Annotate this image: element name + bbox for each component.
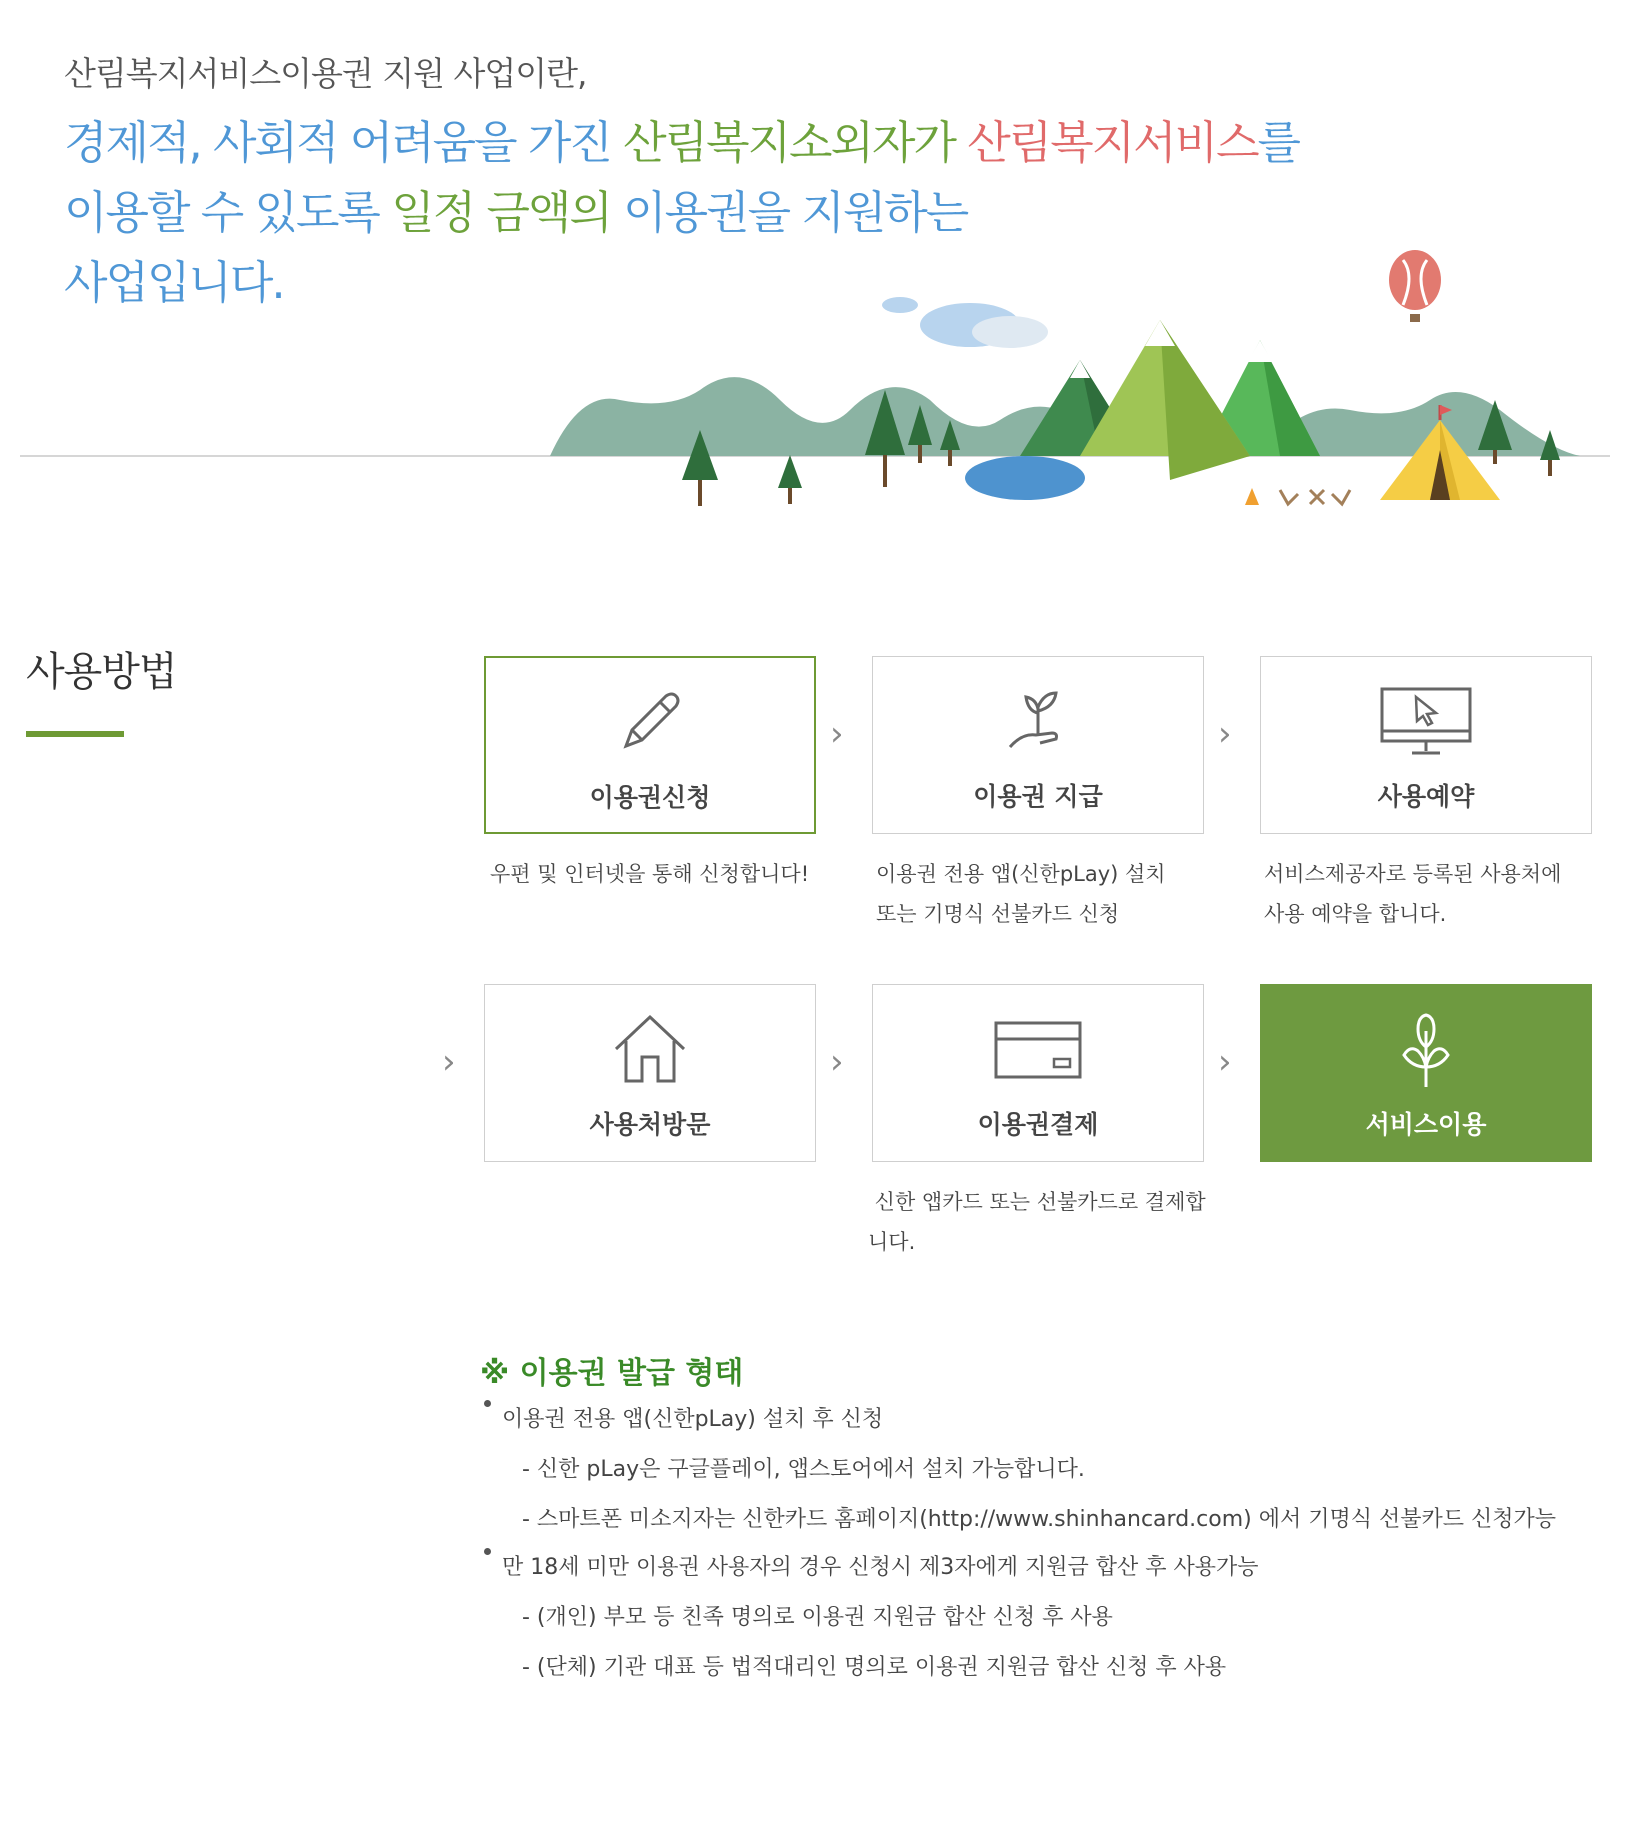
intro-line-1-part-c: 산림복지서비스 bbox=[967, 116, 1258, 169]
intro-line-2 bbox=[64, 178, 1299, 248]
step-desc-line: 서비스제공자로 등록된 사용처에 bbox=[1264, 862, 1562, 886]
intro-line-1-part-a: 경제적, 사회적 어려움을 가진 bbox=[64, 116, 624, 169]
step-card-apply[interactable] bbox=[484, 656, 816, 834]
forest-landscape-illustration bbox=[20, 250, 1610, 550]
issuance-type-title: ※ 이용권 발급 형태 bbox=[480, 1356, 744, 1391]
section-title-underline bbox=[26, 731, 124, 737]
notice-bullet-2 bbox=[484, 1550, 1258, 1581]
intro-line-3: 사업입니다. bbox=[64, 256, 284, 309]
intro-line-2-part-c: 이용권을 지원하는 bbox=[623, 186, 968, 239]
intro-line-2-part-a: 이용할 수 있도록 bbox=[64, 186, 392, 239]
step-arrow-3: › bbox=[442, 1042, 456, 1082]
step-desc-reserve bbox=[1264, 854, 1561, 934]
notice-sub-item: - 스마트폰 미소지자는 신한카드 홈페이지(http://www.shinhancard.com) 에서 기명식 선불카드 신청가능 bbox=[522, 1507, 1556, 1532]
step-card-visit[interactable] bbox=[484, 984, 816, 1162]
intro-line-1-part-b: 산림복지소외자가 bbox=[623, 116, 968, 169]
notice-bullet-text: 만 18세 미만 이용권 사용자의 경우 신청시 제3자에게 지원금 합산 후 사용가능 bbox=[502, 1555, 1259, 1580]
usage-section-title: 사용방법 bbox=[26, 649, 177, 695]
step-label-payment: 이용권결제 bbox=[977, 1110, 1099, 1139]
intro-line-2-part-b: 일정 금액의 bbox=[391, 186, 624, 239]
step-label-visit: 사용처방문 bbox=[589, 1110, 711, 1139]
step-desc-line: 사용 예약을 합니다. bbox=[1264, 902, 1447, 926]
intro-line-1-part-d: 를 bbox=[1257, 116, 1300, 169]
notice-bullet-1 bbox=[484, 1402, 883, 1433]
house-icon bbox=[610, 1011, 690, 1087]
intro-line-1 bbox=[64, 108, 1299, 178]
plant-icon bbox=[1388, 1011, 1464, 1091]
step-desc-line: 이용권 전용 앱(신한pLay) 설치 bbox=[876, 862, 1166, 886]
step-desc-issue bbox=[876, 854, 1166, 934]
step-arrow-5: › bbox=[1218, 1042, 1232, 1082]
step-desc-line: 신한 앱카드 또는 선불카드로 결제합 bbox=[868, 1190, 1206, 1214]
step-desc-payment bbox=[868, 1182, 1206, 1262]
notice-sub-item: - 신한 pLay은 구글플레이, 앱스토어에서 설치 가능합니다. bbox=[522, 1457, 1085, 1482]
step-label-apply: 이용권신청 bbox=[589, 783, 711, 812]
step-desc-apply bbox=[490, 854, 809, 894]
step-card-payment[interactable] bbox=[872, 984, 1204, 1162]
step-label-issue: 이용권 지급 bbox=[973, 782, 1103, 811]
notice-bullet-text: 이용권 전용 앱(신한pLay) 설치 후 신청 bbox=[502, 1407, 884, 1432]
step-card-reserve[interactable] bbox=[1260, 656, 1592, 834]
step-card-service[interactable] bbox=[1260, 984, 1592, 1162]
monitor-cursor-icon bbox=[1378, 683, 1474, 759]
step-arrow-4: › bbox=[830, 1042, 844, 1082]
pencil-icon bbox=[612, 684, 688, 760]
step-desc-line: 니다. bbox=[868, 1230, 916, 1254]
step-desc-line: 우편 및 인터넷을 통해 신청합니다! bbox=[490, 862, 810, 886]
notice-sub-item: - (개인) 부모 등 친족 명의로 이용권 지원금 합산 신청 후 사용 bbox=[522, 1605, 1113, 1630]
sprout-hand-icon bbox=[1000, 683, 1076, 759]
step-desc-line: 또는 기명식 선불카드 신청 bbox=[876, 902, 1120, 926]
step-label-reserve: 사용예약 bbox=[1377, 782, 1475, 811]
step-card-issue[interactable] bbox=[872, 656, 1204, 834]
step-label-service: 서비스이용 bbox=[1365, 1110, 1487, 1139]
step-arrow-1: › bbox=[830, 714, 844, 754]
notice-sub-item: - (단체) 기관 대표 등 법적대리인 명의로 이용권 지원금 합산 신청 후 사용 bbox=[522, 1655, 1227, 1680]
credit-card-icon bbox=[992, 1011, 1084, 1087]
step-arrow-2: › bbox=[1218, 714, 1232, 754]
intro-subtitle: 산림복지서비스이용권 지원 사업이란, bbox=[64, 54, 587, 93]
